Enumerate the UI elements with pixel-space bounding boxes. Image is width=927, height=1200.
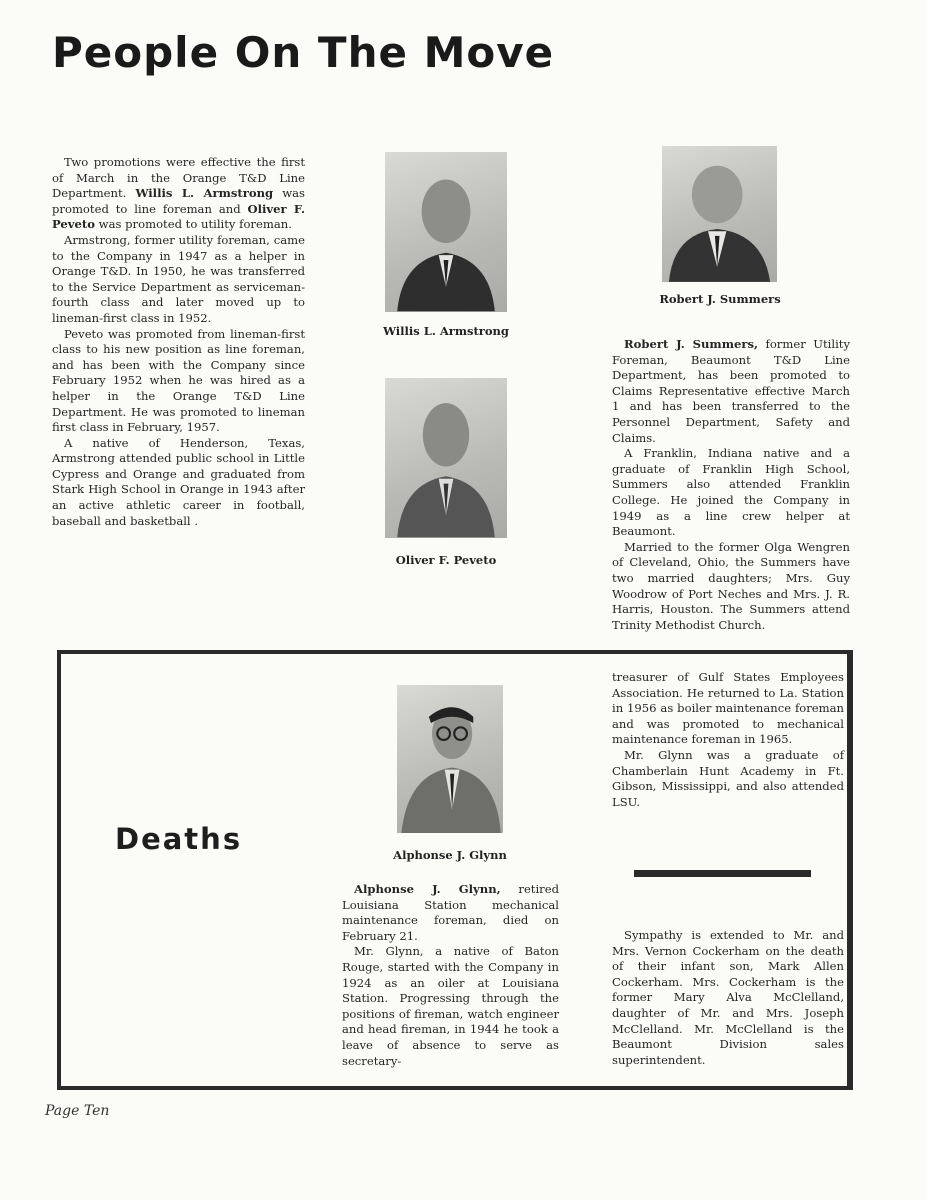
paragraph: Sympathy is extended to Mr. and Mrs. Vernon Cockerham on the death of their infant son, Mark Allen Cockerham. Mrs. Cockerham is the former Mary Alva McClelland, daughter of Mr. and Mrs. Joseph McClelland. Mr. McClelland is the Beaumont Division sales superintendent. (612, 928, 844, 1067)
page-number: Page Ten (45, 1103, 110, 1119)
paragraph: Armstrong, former utility foreman, came to the Company in 1947 as a helper in Orange T&D. In 1950, he was transferred to the Service Department as serviceman-fourth class and later moved up to lineman-first class in 1952. (52, 232, 305, 325)
summers-article (612, 337, 850, 633)
photo-peveto (385, 378, 507, 538)
paragraph: Peveto was promoted from lineman-first class to his new position as line foreman, and has been with the Company since February 1952 when he was hired as a helper in the Orange T&D Line Department. He was promoted to lineman first class in February, 1957. (52, 326, 305, 435)
text: was promoted to utility foreman. (94, 217, 292, 232)
name-glynn: Alphonse J. Glynn, (354, 882, 501, 896)
text: former Utility Foreman, Beaumont T&D Line Department, has been promoted to Claims Representative effective March 1 and has been transferred to the Personnel Department, Safety and Claims. (612, 337, 850, 445)
glynn-article-continued (612, 670, 844, 810)
paragraph: treasurer of Gulf States Employees Association. He returned to La. Station in 1956 as boiler maintenance foreman and was promoted to mechanical maintenance foreman in 1965. (612, 670, 844, 747)
paragraph: Married to the former Olga Wengren of Cleveland, Ohio, the Summers have two married daughters; Mrs. Guy Woodrow of Port Neches and Mrs. J. R. Harris, Houston. The Summers attend Trinity Methodist Church. (612, 539, 850, 632)
name-summers: Robert J. Summers, (624, 337, 759, 351)
photo-armstrong (385, 152, 507, 312)
glynn-article (342, 882, 559, 1069)
caption-glynn: Alphonse J. Glynn (393, 848, 507, 862)
text: Two promotions were effective the first of March in the Orange T&D Line Department. (52, 155, 305, 201)
paragraph: Mr. Glynn, a native of Baton Rouge, started with the Company in 1924 as an oiler at Louisiana Station. Progressing through the positions of fireman, watch engineer and head fireman, in 1944 he took a leave of absence to serve as secretary- (342, 944, 559, 1068)
paragraph (612, 337, 850, 446)
paragraph: A Franklin, Indiana native and a graduate of Franklin High School, Summers also attended Franklin College. He joined the Company in 1949 as a line crew helper at Beaumont. (612, 446, 850, 539)
paragraph (342, 882, 559, 944)
caption-peveto: Oliver F. Peveto (395, 553, 497, 567)
paragraph: Mr. Glynn was a graduate of Chamberlain Hunt Academy in Ft. Gibson, Mississippi, and also attended LSU. (612, 747, 844, 809)
caption-summers: Robert J. Summers (659, 292, 781, 306)
text: was promoted to line foreman and (52, 186, 305, 216)
deaths-heading: Deaths (115, 822, 243, 856)
divider-bar (634, 870, 811, 877)
paragraph (52, 155, 305, 233)
name-armstrong: Willis L. Armstrong (135, 186, 274, 201)
promotions-article (52, 155, 305, 529)
photo-glynn (397, 685, 503, 833)
photo-summers (662, 146, 777, 282)
paragraph: A native of Henderson, Texas, Armstrong attended public school in Little Cypress and Orange and graduated from Stark High School in Orange in 1943 after an active athletic career in football, baseball and basketball . (52, 435, 305, 528)
page-title: People On The Move (52, 28, 555, 77)
caption-armstrong: Willis L. Armstrong (383, 324, 509, 338)
sympathy-note (612, 928, 844, 1068)
text: retired Louisiana Station mechanical maintenance foreman, died on February 21. (342, 882, 559, 943)
name-peveto: Oliver F. Peveto (52, 201, 305, 232)
